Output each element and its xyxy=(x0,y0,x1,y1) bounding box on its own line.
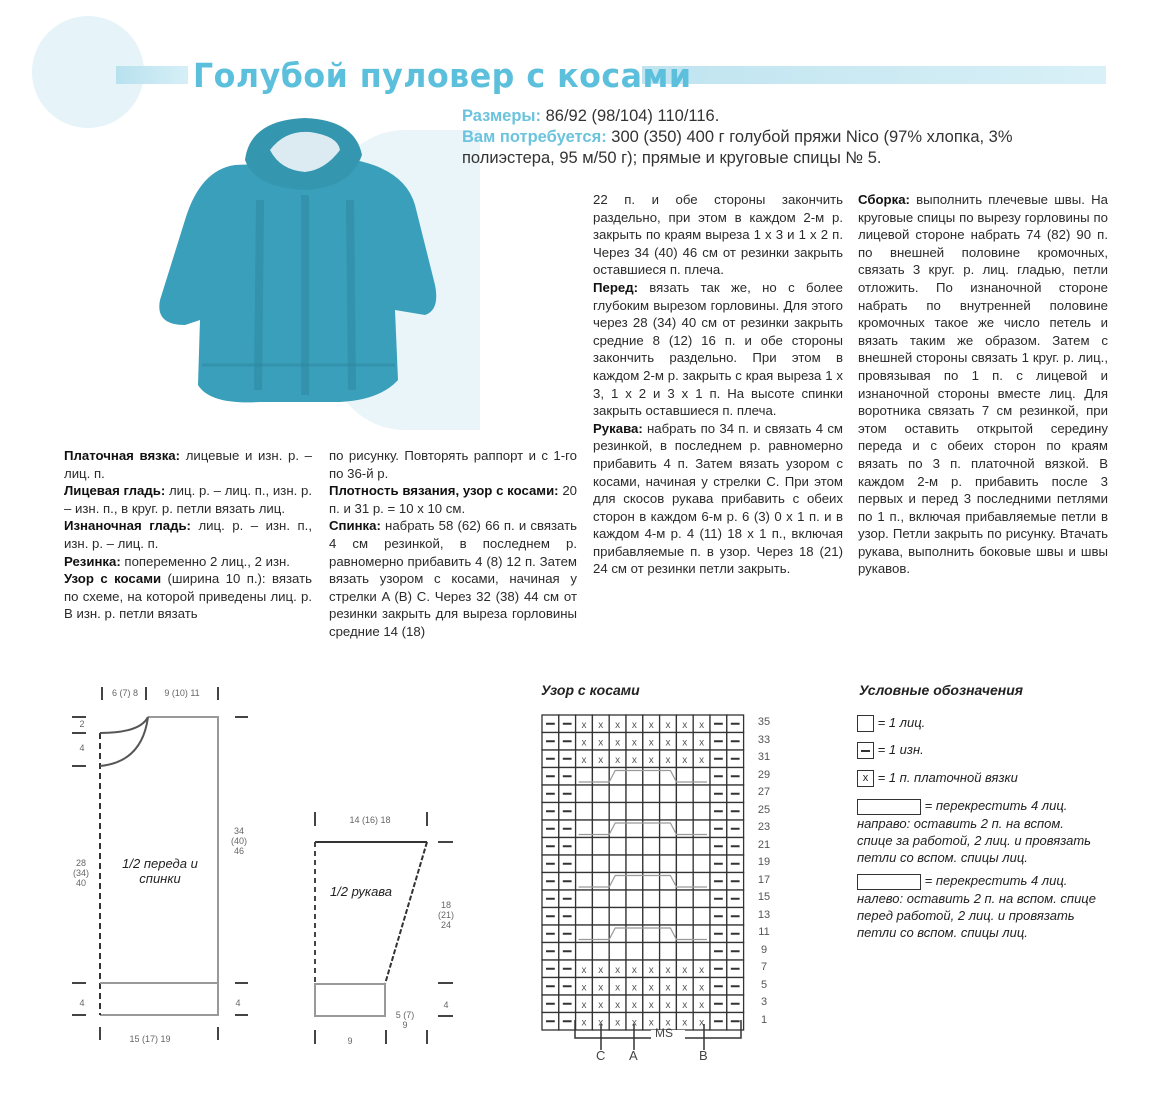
arrow-c-label: C xyxy=(596,1048,606,1063)
chart-repeat-bracket xyxy=(541,1020,761,1070)
paragraph: Лицевая гладь: лиц. р. – лиц. п., изн. р. – изн. п., в круг. р. петли вязать лиц. xyxy=(64,483,312,516)
paragraph: Изнаночная гладь: лиц. р. – изн. п., изн. р. – лиц. п. xyxy=(64,518,312,551)
dim-rib-right: 4 xyxy=(235,998,241,1008)
materials-value: 300 (350) 400 г голубой пряжи Nico (97% хлопка, 3% полиэстера, 95 м/50 г); прямые и круговые спицы № 5. xyxy=(462,128,1013,167)
chart-row-number: 15 xyxy=(757,891,771,903)
legend-title: Условные обозначения xyxy=(859,682,1024,698)
svg-text:x: x xyxy=(682,737,688,749)
svg-text:x: x xyxy=(665,982,671,994)
dash-square-icon xyxy=(857,742,874,759)
svg-text:x: x xyxy=(699,964,705,976)
svg-text:x: x xyxy=(631,982,637,994)
chart-row-number: 25 xyxy=(757,803,771,816)
legend-item-garter: x = 1 п. платочной вязки xyxy=(857,769,1018,787)
chart-row-numbers xyxy=(752,714,776,1029)
svg-text:x: x xyxy=(682,999,688,1011)
text-column-1 xyxy=(64,447,312,623)
sleeve-label: 1/2 рукава xyxy=(329,884,393,899)
svg-text:x: x xyxy=(615,1017,621,1029)
svg-text:x: x xyxy=(581,999,587,1011)
svg-text:x: x xyxy=(648,999,654,1011)
svg-text:x: x xyxy=(598,999,604,1011)
chart-row-number: 9 xyxy=(760,943,768,956)
chart-row-number: 1 xyxy=(760,1013,768,1026)
svg-text:x: x xyxy=(615,964,621,976)
dim-shoulder-width: 9 (10) 11 xyxy=(164,688,200,698)
svg-text:x: x xyxy=(598,737,604,749)
svg-text:x: x xyxy=(682,1017,688,1029)
empty-square-icon xyxy=(857,715,874,732)
title-bar-right xyxy=(642,66,1106,84)
cable-right-icon xyxy=(857,799,921,815)
svg-text:x: x xyxy=(581,964,587,976)
svg-text:x: x xyxy=(648,964,654,976)
term: Сборка: xyxy=(858,192,910,207)
term: Перед: xyxy=(593,279,638,295)
svg-text:x: x xyxy=(665,737,671,749)
legend-item-knit: = 1 лиц. xyxy=(857,714,925,732)
chart-row-number: 19 xyxy=(757,856,771,868)
svg-text:x: x xyxy=(699,754,705,766)
svg-text:x: x xyxy=(682,719,688,731)
chart-row-number: 29 xyxy=(757,768,771,781)
intro-block xyxy=(462,106,1062,169)
svg-text:x: x xyxy=(581,1017,587,1029)
paragraph: Платочная вязка: лицевые и изн. р. – лиц. п. xyxy=(64,448,313,481)
text-column-3 xyxy=(593,191,843,578)
chart-row-number: 11 xyxy=(758,926,770,938)
svg-text:x: x xyxy=(682,982,688,994)
arrow-b-label: B xyxy=(699,1048,708,1063)
svg-text:x: x xyxy=(598,1017,604,1029)
paragraph: Резинка: попеременно 2 лиц., 2 изн. xyxy=(64,553,290,569)
svg-text:x: x xyxy=(648,1017,654,1029)
materials-label: Вам потребуется: xyxy=(462,128,607,146)
svg-text:x: x xyxy=(665,754,671,766)
body-label: 1/2 переда и спинки xyxy=(122,856,198,886)
dim-sleeve-top: 14 (16) 18 xyxy=(349,815,391,825)
svg-text:x: x xyxy=(598,719,604,731)
paragraph: по рисунку. Повторять раппорт и с 1-го по 36-й р. xyxy=(329,448,577,481)
dim-neck-back: 2 xyxy=(79,719,85,729)
paragraph: Сборка: выполнить плечевые швы. На круговые спицы по вырезу горловины по лицевой стороне набрать 74 (82) 90 п. по внешней половине кромочных, связать 3 круг. р. лиц. гладью, петли отложить. По изнаночной стороне набрать по внутренней половине кромочных такое же число петель и вязать таким же образом. Затем с внешней стороны связать 1 круг. р. лиц., провязывая по 1 п. с лицевой и изнаночной стороны вместе лиц. Для воротника связать 7 см резинкой, при этом оставить открытой середину переда и с обеих сторон по краям вязать по 3 п. платочной вязкой. В каждом 2-м р. прибавить после 3 первых и перед 3 последними петлями по 1 п., включая прибавляемые петли в узор. Петли закрыть по рисунку. Втачать рукава, выполнить боковые швы и швы рукавов. xyxy=(858,192,1108,577)
svg-text:x: x xyxy=(648,737,654,749)
sizes-value: 86/92 (98/104) 110/116. xyxy=(541,107,720,125)
sizes-label: Размеры: xyxy=(462,107,542,125)
paragraph: Плотность вязания, узор с косами: 20 п. и 31 р. = 10 х 10 см. xyxy=(329,483,577,516)
repeat-label: MS xyxy=(655,1026,673,1040)
term: Лицевая гладь: xyxy=(64,483,166,499)
text-column-4 xyxy=(858,191,1108,578)
dim-rib-left: 4 xyxy=(79,998,85,1008)
svg-text:x: x xyxy=(631,1017,637,1029)
cable-left-icon xyxy=(857,874,921,890)
svg-text:x: x xyxy=(631,719,637,731)
legend-item-cable-left: = перекрестить 4 лиц. налево: оставить 2 п. на вспом. спице перед работой, 2 лиц. и провязать петли со вспом. спицы лиц. xyxy=(857,873,1096,940)
svg-text:x: x xyxy=(615,719,621,731)
chart-row-number: 3 xyxy=(760,996,768,1008)
svg-text:x: x xyxy=(631,754,637,766)
svg-text:x: x xyxy=(699,737,705,749)
paragraph: Спинка: набрать 58 (62) 66 п. и связать 4 см резинкой, в последнем р. равномерно прибавить 4 (8) 12 п. Затем вязать узором с косами, начиная у стрелки A (B) C. Через 32 (38) 44 см от резинки закрыть для выреза горловины средние 14 (18) xyxy=(329,518,577,639)
dim-neck-width: 6 (7) 8 xyxy=(111,688,138,698)
svg-text:x: x xyxy=(598,754,604,766)
page-title: Голубой пуловер с косами xyxy=(193,56,692,95)
dim-sleeve-height: 18 (21) 24 xyxy=(437,900,454,930)
svg-text:x: x xyxy=(665,1017,671,1029)
svg-text:x: x xyxy=(598,982,604,994)
chart-row-number: 23 xyxy=(757,821,771,833)
dim-neck-front: 4 xyxy=(79,743,85,753)
chart-row-number: 21 xyxy=(757,838,771,851)
chart-row-number: 7 xyxy=(760,961,768,973)
term: Рукава: xyxy=(593,420,643,436)
chart-title: Узор с косами xyxy=(541,682,640,698)
chart-row-number: 35 xyxy=(757,716,771,728)
svg-text:x: x xyxy=(615,737,621,749)
svg-text:x: x xyxy=(598,964,604,976)
sweater-photo xyxy=(140,110,460,410)
dim-right-height: 34 (40) 46 xyxy=(230,826,247,856)
legend-item-purl: = 1 изн. xyxy=(857,741,924,759)
svg-text:x: x xyxy=(665,964,671,976)
svg-text:x: x xyxy=(631,999,637,1011)
dim-sleeve-rib: 4 xyxy=(443,1000,449,1010)
svg-text:x: x xyxy=(631,737,637,749)
term: Платочная вязка: xyxy=(64,448,181,463)
svg-text:x: x xyxy=(581,719,587,731)
term: Резинка: xyxy=(64,553,121,569)
term: Плотность вязания, узор с косами: xyxy=(329,483,559,499)
svg-text:x: x xyxy=(615,999,621,1011)
arrow-a-label: A xyxy=(629,1048,638,1063)
paragraph: Рукава: набрать по 34 п. и связать 4 см резинкой, в последнем р. равномерно прибавить 4 п. Затем вязать узором с косами, начиная у стрелки C. При этом для скосов рукава прибавить с обеих сторон в каждом 6-м р. 6 (3) 0 х 1 п. и в каждом 4-м р. 4 (11) 18 х 1 п., включая прибавляемые п. в узор. Через 18 (21) 24 см от резинки петли закрыть. xyxy=(593,420,843,577)
svg-text:x: x xyxy=(699,982,705,994)
paragraph: 22 п. и обе стороны закончить раздельно, при этом в каждом 2-м р. закрыть по краям выреза 1 х 3 и 1 х 2 п. Через 34 (40) 46 см от резинки закрыть оставшиеся п. плеча. xyxy=(593,192,843,278)
svg-text:x: x xyxy=(648,754,654,766)
stitch-chart xyxy=(541,714,745,1036)
dim-sleeve-bottom-left: 9 xyxy=(347,1036,353,1046)
svg-text:x: x xyxy=(581,982,587,994)
svg-text:x: x xyxy=(699,719,705,731)
svg-text:x: x xyxy=(682,964,688,976)
svg-text:x: x xyxy=(682,754,688,766)
title-bar-left xyxy=(116,66,188,84)
term: Изнаночная гладь: xyxy=(64,518,191,534)
x-square-icon: x xyxy=(857,770,874,787)
svg-text:x: x xyxy=(615,982,621,994)
svg-text:x: x xyxy=(648,719,654,731)
svg-text:x: x xyxy=(648,982,654,994)
svg-text:x: x xyxy=(581,737,587,749)
svg-text:x: x xyxy=(665,719,671,731)
term: Спинка: xyxy=(329,518,381,534)
paragraph: Узор с косами (ширина 10 п.): вязать по схеме, на которой приведены лиц. р. В изн. р. петли вязать xyxy=(64,571,313,622)
svg-text:x: x xyxy=(665,999,671,1011)
chart-row-number: 13 xyxy=(757,908,771,921)
chart-row-number: 33 xyxy=(757,733,771,746)
term: Узор с косами xyxy=(64,571,162,587)
svg-text:x: x xyxy=(699,1017,705,1029)
chart-row-number: 31 xyxy=(757,751,771,763)
dim-left-height: 28 (34) 40 xyxy=(72,858,89,888)
svg-text:x: x xyxy=(631,964,637,976)
chart-row-number: 17 xyxy=(757,873,771,886)
paragraph: Перед: вязать так же, но с более глубоким вырезом горловины. Для этого через 28 (34) 40 см от резинки закрыть средние 8 (12) 16 п. и обе стороны закончить раздельно. При этом в каждом 2-м р. закрыть с края выреза 1 х 3, 1 х 2 и 3 х 1 п. На высоте спинки закрыть оставшиеся п. плеча. xyxy=(593,279,843,419)
dim-sleeve-bottom-right: 5 (7) 9 xyxy=(395,1010,415,1030)
chart-row-number: 27 xyxy=(757,786,771,798)
text-column-2 xyxy=(329,447,577,641)
chart-row-number: 5 xyxy=(760,978,768,991)
svg-text:x: x xyxy=(699,999,705,1011)
legend-item-cable-right: = перекрестить 4 лиц. направо: оставить 2 п. на вспом. спице за работой, 2 лиц. и провязать петли со вспом. спицы лиц. xyxy=(857,798,1092,865)
svg-text:x: x xyxy=(615,754,621,766)
svg-text:x: x xyxy=(581,754,587,766)
dim-bottom-width: 15 (17) 19 xyxy=(129,1034,171,1044)
